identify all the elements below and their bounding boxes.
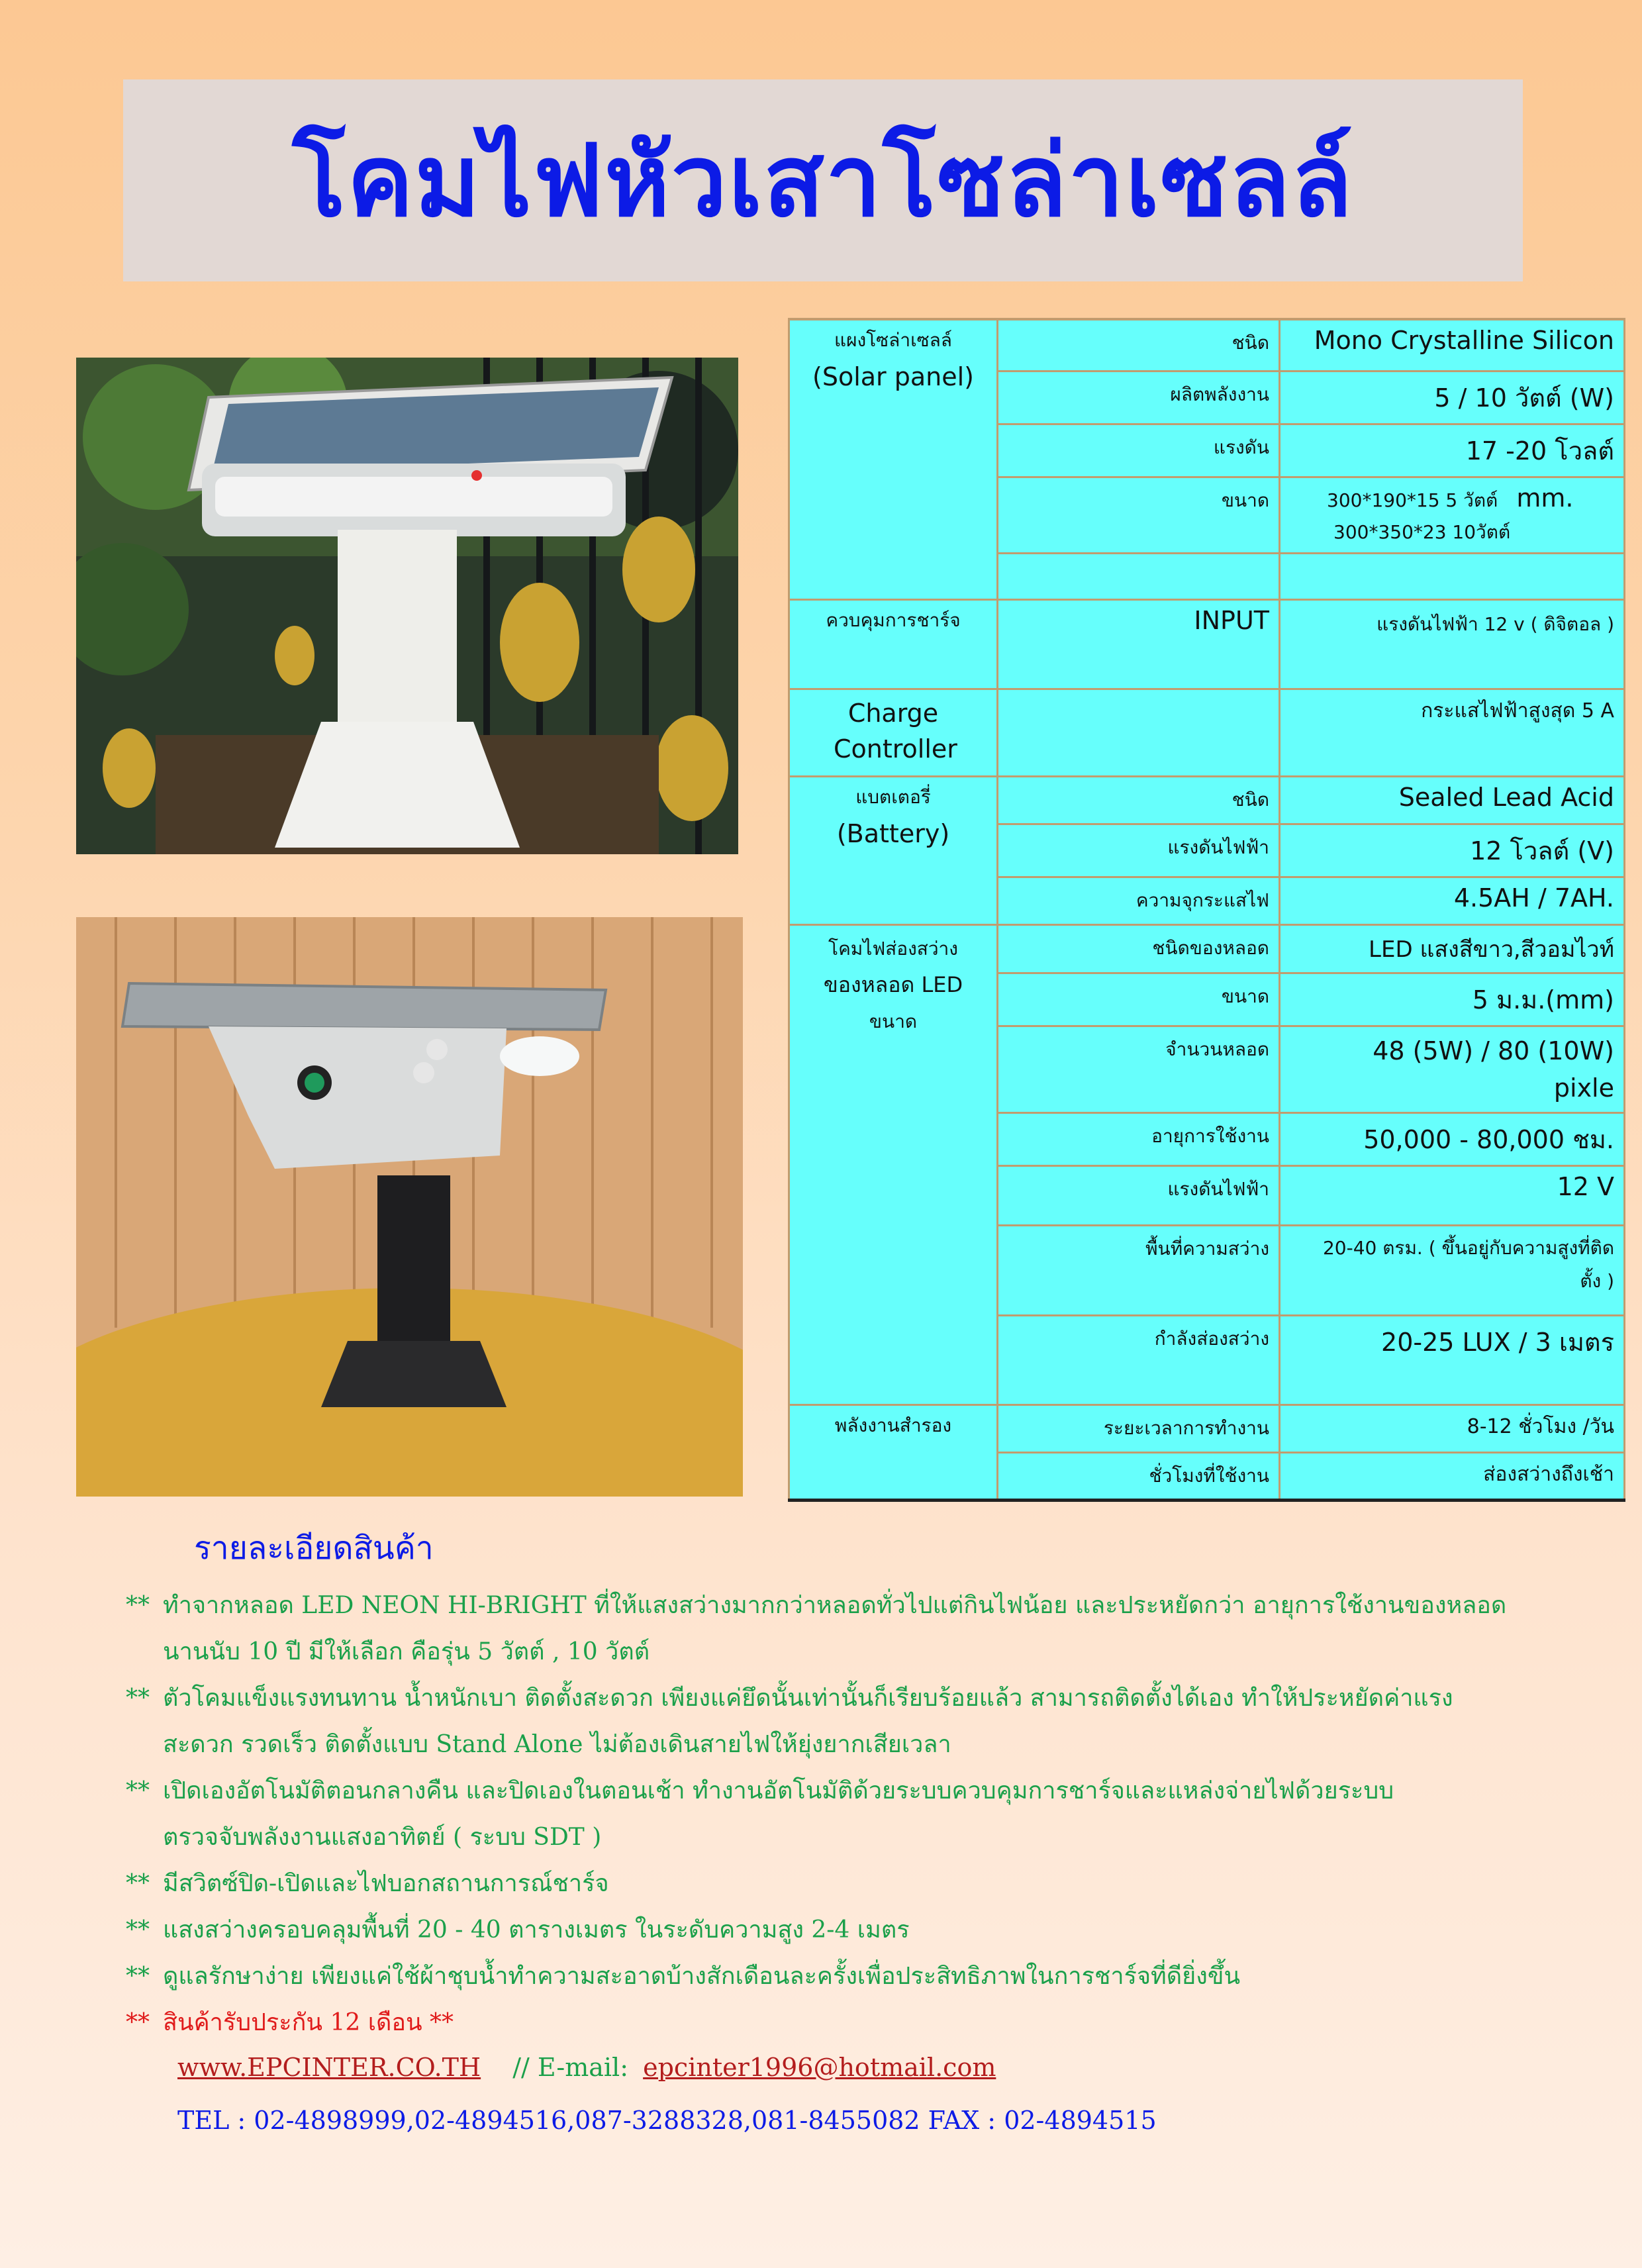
led-lux-value: 20-25 LUX / 3 เมตร: [1280, 1315, 1625, 1405]
solar-type-label: ชนิด: [998, 319, 1280, 371]
solar-size-value-1: 300*190*15 5 วัตต์: [1327, 489, 1498, 511]
details-title: รายละเอียดสินค้า: [194, 1530, 434, 1567]
battery-group-label: แบตเตอรี่: [855, 785, 931, 808]
led-type-label: ชนิดของหลอด: [998, 924, 1280, 973]
battery-group-cell: [789, 776, 998, 924]
solar-size-unit: mm.: [1516, 483, 1574, 513]
empty-cell: [1280, 553, 1625, 599]
list-item: [126, 1768, 1549, 1861]
bullet-line-1: เปิดเองอัตโนมัติตอนกลางคืน และปิดเองในตอนเช้า ทำงานอัตโนมัติด้วยระบบควบคุมการชาร์จและแหล่งจ่ายไฟด้วยระบบ: [163, 1777, 1394, 1804]
led-life-value: 50,000 - 80,000 ชม.: [1280, 1112, 1625, 1165]
spec-table: [788, 318, 1625, 1502]
led-count-cell: [1280, 1026, 1625, 1112]
led-count-label: จำนวนหลอด: [998, 1026, 1280, 1112]
bullet-mark: **: [126, 1916, 150, 1944]
page-title: โคมไฟหัวเสาโซล่าเซลล์: [292, 123, 1354, 239]
table-row: [789, 924, 1625, 973]
led-group-label-2: ของหลอด LED: [823, 971, 963, 997]
led-area-value: 20-40 ตรม. ( ขึ้นอยู่กับความสูงที่ติดตั้ง ): [1280, 1225, 1625, 1315]
led-life-label: อายุการใช้งาน: [998, 1112, 1280, 1165]
website-link[interactable]: www.EPCINTER.CO.TH: [177, 2053, 481, 2082]
led-area-label: พื้นที่ความสว่าง: [998, 1225, 1280, 1315]
list-item: [126, 1675, 1549, 1768]
backup-hours-label: ชั่วโมงที่ใช้งาน: [998, 1452, 1280, 1500]
controller-group-en: [789, 689, 998, 776]
solar-size-label: ขนาด: [998, 477, 1280, 553]
bullet-line-1: ตัวโคมแข็งแรงทนทาน น้ำหนักเบา ติดตั้งสะดวก เพียงแค่ยึดนั้นเท่านั้นก็เรียบร้อยแล้ว สามารถติดตั้งได้เอง ทำให้ประหยัดค่าแรง: [163, 1685, 1453, 1712]
solar-group-label: แผงโซล่าเซลล์: [834, 329, 952, 351]
table-row: [789, 599, 1625, 689]
led-size-value: 5 ม.ม.(mm): [1280, 973, 1625, 1026]
led-group-label: โคมไฟส่องสว่าง: [828, 937, 958, 960]
battery-capacity-value: 4.5AH / 7AH.: [1280, 877, 1625, 924]
backup-group-label: พลังงานสำรอง: [789, 1405, 998, 1500]
bullet-mark: **: [126, 1870, 150, 1897]
table-row: [789, 553, 1625, 599]
backup-time-label: ระยะเวลาการทำงาน: [998, 1405, 1280, 1452]
solar-size-cell: [1280, 477, 1625, 553]
list-item: [126, 1583, 1549, 1675]
led-voltage-value: 12 V: [1280, 1165, 1625, 1225]
bullet-mark: **: [126, 1777, 150, 1804]
title-banner: [123, 79, 1523, 281]
led-count-value-2: pixle: [1553, 1073, 1614, 1103]
warranty-text: สินค้ารับประกัน 12 เดือน **: [163, 2009, 454, 2036]
empty-cell: [998, 689, 1280, 776]
bullet-mark: **: [126, 1592, 150, 1619]
solar-voltage-label: แรงดัน: [998, 424, 1280, 477]
list-item: [126, 1953, 1549, 2000]
led-group-cell: [789, 924, 998, 1405]
solar-voltage-value: 17 -20 โวลต์: [1280, 424, 1625, 477]
led-lux-label: กำลังส่องสว่าง: [998, 1315, 1280, 1405]
bullet-line-2: ตรวจจับพลังงานแสงอาทิตย์ ( ระบบ SDT ): [163, 1824, 602, 1851]
list-item: [126, 1861, 1549, 1907]
table-row: [789, 319, 1625, 371]
led-size-label: ขนาด: [998, 973, 1280, 1026]
table-row: [789, 1405, 1625, 1452]
solar-group-cell: [789, 319, 998, 553]
led-type-value: LED แสงสีขาว,สีวอมไวท์: [1280, 924, 1625, 973]
battery-type-value: Sealed Lead Acid: [1280, 776, 1625, 824]
empty-cell: [998, 553, 1280, 599]
bullet-mark: **: [126, 1963, 150, 1990]
battery-type-label: ชนิด: [998, 776, 1280, 824]
solar-size-value-2: 300*350*23 10วัตต์: [1333, 520, 1511, 543]
solar-power-label: ผลิตพลังงาน: [998, 371, 1280, 424]
list-item: [126, 1907, 1549, 1953]
led-group-label-3: ขนาด: [869, 1010, 918, 1032]
phone-line: TEL : 02-4898999,02-4894516,087-3288328,081-8455082 FAX : 02-4894515: [177, 2106, 1157, 2135]
table-row: [789, 689, 1625, 776]
controller-group-label: ควบคุมการชาร์จ: [789, 599, 998, 689]
backup-time-value: 8-12 ชั่วโมง /วัน: [1280, 1405, 1625, 1452]
bullet-mark: **: [126, 2009, 150, 2036]
solar-group-en: (Solar panel): [812, 362, 974, 391]
table-row: [789, 776, 1625, 824]
solar-lamp-photo-1: [76, 358, 738, 854]
bullet-mark: **: [126, 1685, 150, 1712]
empty-cell: [789, 553, 998, 599]
email-link[interactable]: epcinter1996@hotmail.com: [643, 2053, 996, 2082]
battery-group-en: (Battery): [836, 818, 950, 848]
bullet-line-2: สะดวก รวดเร็ว ติดตั้งแบบ Stand Alone ไม่ต้องเดินสายไฟให้ยุ่งยากเสียเวลา: [163, 1731, 951, 1758]
solar-lamp-photo-2: [76, 917, 743, 1497]
solar-power-value: 5 / 10 วัตต์ (W): [1280, 371, 1625, 424]
bullet-line-2: นานนับ 10 ปี มีให้เลือก คือรุ่น 5 วัตต์ , 10 วัตต์: [163, 1638, 650, 1665]
bullet-line-1: ดูแลรักษาง่าย เพียงแค่ใช้ผ้าชุบน้ำทำความสะอาดบ้างสักเดือนละครั้งเพื่อประสิทธิภาพในการชาร์จที่ดียิ่งขึ้น: [163, 1963, 1241, 1990]
email-label: // E-mail:: [512, 2053, 629, 2082]
led-voltage-label: แรงดันไฟฟ้า: [998, 1165, 1280, 1225]
battery-voltage-value: 12 โวลต์ (V): [1280, 824, 1625, 877]
battery-voltage-label: แรงดันไฟฟ้า: [998, 824, 1280, 877]
backup-hours-value: ส่องสว่างถึงเช้า: [1280, 1452, 1625, 1500]
controller-current-value: กระแสไฟฟ้าสูงสุด 5 A: [1280, 689, 1625, 776]
controller-input-label: INPUT: [998, 599, 1280, 689]
controller-input-value: แรงดันไฟฟ้า 12 v ( ดิจิตอล ): [1280, 599, 1625, 689]
controller-group-en-text: Charge Controller: [834, 698, 957, 764]
warranty-item: [126, 2000, 1549, 2046]
bullet-line-1: แสงสว่างครอบคลุมพื้นที่ 20 - 40 ตารางเมตร ในระดับความสูง 2-4 เมตร: [163, 1916, 910, 1944]
bullet-line-1: ทำจากหลอด LED NEON HI-BRIGHT ที่ให้แสงสว่างมากกว่าหลอดทั่วไปแต่กินไฟน้อย และประหยัดกว่า อายุการใช้งานของหลอด: [163, 1592, 1507, 1619]
battery-capacity-label: ความจุกระแสไฟ: [998, 877, 1280, 924]
solar-type-value: Mono Crystalline Silicon: [1280, 319, 1625, 371]
contact-line: [177, 2053, 996, 2082]
led-count-value: 48 (5W) / 80 (10W): [1373, 1036, 1614, 1065]
bullet-line-1: มีสวิตซ์ปิด-เปิดและไฟบอกสถานการณ์ชาร์จ: [163, 1870, 609, 1897]
